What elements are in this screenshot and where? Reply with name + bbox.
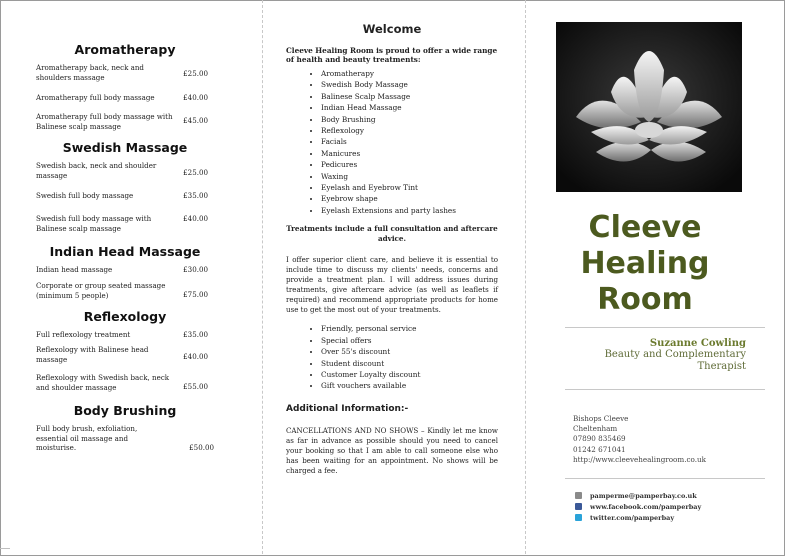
- price-list-panel: [36, 38, 214, 458]
- price-row: [36, 93, 214, 112]
- address-line: Bishops Cleeve: [573, 414, 629, 423]
- benefits-list: [286, 323, 498, 391]
- price-row: [36, 281, 214, 305]
- price-row: [36, 112, 214, 136]
- list-item: • Friendly, personal service: [321, 323, 498, 334]
- divider: [565, 327, 765, 328]
- list-item: • Body Brushing: [321, 114, 498, 125]
- treatment-name: Full reflexology treatment: [36, 330, 131, 339]
- list-item: • Over 55's discount: [321, 346, 498, 357]
- address-line: Cheltenham: [573, 424, 618, 434]
- welcome-heading: Welcome: [362, 22, 422, 36]
- fold-line-right: [525, 0, 526, 554]
- treatment-name: Swedish full body massage: [36, 191, 134, 200]
- facebook-icon: [575, 503, 582, 510]
- email-address[interactable]: pamperme@pamperbay.co.uk: [590, 491, 697, 500]
- treatment-price: £25.00: [183, 69, 208, 78]
- list-item: • Swedish Body Massage: [321, 79, 498, 90]
- treatment-name: Swedish back, neck and shoulder massage: [36, 161, 157, 180]
- list-item: • Eyelash and Eyebrow Tint: [321, 182, 498, 193]
- treatment-name: Aromatherapy back, neck and shoulders massage: [36, 63, 144, 82]
- price-row: [36, 191, 214, 214]
- fold-line-left: [262, 0, 263, 554]
- list-item: • Indian Head Massage: [321, 102, 498, 113]
- twitter-contact[interactable]: [575, 512, 701, 523]
- treatment-list: [286, 68, 498, 216]
- brand-title-line: Healing: [580, 246, 710, 281]
- treatment-name: Corporate or group seated massage (minimum 5 people): [36, 281, 166, 300]
- list-item: • Facials: [321, 136, 498, 147]
- treatment-name: Swedish full body massage with Balinese scalp massage: [36, 214, 152, 233]
- treatment-name: Indian head massage: [36, 265, 113, 274]
- intro-text: Cleeve Healing Room is proud to offer a wide range of health and beauty treatments:: [286, 46, 498, 64]
- facebook-link[interactable]: www.facebook.com/pamperbay: [590, 502, 702, 511]
- client-care-paragraph: I offer superior client care, and believe it is essential to include time to discuss my clients' needs, concerns and provide a treatment plan. I will address issues during treatments, give aftercare advice (as well as leaflets if required) and recommend appropriate products for home use to get the most out of your treatments.: [286, 255, 498, 315]
- price-row: [36, 214, 214, 240]
- treatment-name: Full body brush, exfoliation, essential oil massage and moisturise.: [36, 424, 138, 452]
- treatment-price: £40.00: [183, 352, 208, 361]
- treatments-note: Treatments include a full consultation and aftercare advice.: [286, 224, 498, 243]
- cancellation-policy: CANCELLATIONS AND NO SHOWS – Kindly let me know as far in advance as possible should you need to cancel your booking so that I am able to call someone else who has been waiting for an appointment. No shows will be charged a fee.: [286, 425, 498, 475]
- treatment-price: £35.00: [183, 191, 208, 200]
- phone-number: 01242 671041: [573, 444, 626, 454]
- section-heading-body-brushing: Body Brushing: [73, 403, 177, 418]
- divider: [565, 389, 765, 390]
- brand-title: [560, 210, 730, 318]
- price-row: [36, 63, 214, 93]
- treatment-price: £40.00: [183, 214, 208, 223]
- price-row: [36, 345, 214, 373]
- treatment-name: Reflexology with Swedish back, neck and shoulder massage: [36, 373, 170, 392]
- twitter-link[interactable]: twitter.com/pamperbay: [590, 513, 675, 522]
- welcome-panel: [286, 22, 498, 482]
- brand-title-line: Cleeve: [588, 210, 702, 245]
- price-row: [36, 330, 214, 345]
- owner-block: [570, 338, 746, 373]
- email-icon: [575, 492, 582, 499]
- treatment-price: £30.00: [183, 265, 208, 274]
- price-row: [36, 373, 214, 399]
- treatment-name: Aromatherapy full body massage with Balinese scalp massage: [36, 112, 173, 131]
- treatment-price: £35.00: [183, 330, 208, 339]
- treatment-price: £55.00: [183, 382, 208, 391]
- list-item: • Aromatherapy: [321, 68, 498, 79]
- list-item: • Gift vouchers available: [321, 380, 498, 391]
- list-item: • Special offers: [321, 335, 498, 346]
- divider: [565, 478, 765, 479]
- list-item: • Manicures: [321, 148, 498, 159]
- price-row: [36, 161, 214, 191]
- social-contacts: [575, 490, 701, 523]
- list-item: • Balinese Scalp Massage: [321, 91, 498, 102]
- list-item: • Waxing: [321, 171, 498, 182]
- owner-role: Beauty and Complementary Therapist: [604, 349, 746, 372]
- section-heading-reflexology: Reflexology: [83, 309, 167, 324]
- section-heading-indian-head-massage: Indian Head Massage: [49, 244, 201, 259]
- section-heading-swedish-massage: Swedish Massage: [62, 140, 188, 155]
- facebook-contact[interactable]: [575, 501, 701, 512]
- treatment-price: £75.00: [183, 290, 208, 299]
- treatment-price: £50.00: [189, 443, 214, 452]
- list-item: • Eyelash Extensions and party lashes: [321, 205, 498, 216]
- brand-title-line: Room: [597, 282, 693, 317]
- treatment-price: £45.00: [183, 116, 208, 125]
- list-item: • Reflexology: [321, 125, 498, 136]
- treatment-price: £25.00: [183, 168, 208, 177]
- email-contact[interactable]: [575, 490, 701, 501]
- price-row: [36, 265, 214, 281]
- lotus-illustration: [556, 22, 742, 192]
- twitter-icon: [575, 514, 582, 521]
- price-row: [36, 424, 214, 458]
- list-item: • Customer Loyalty discount: [321, 369, 498, 380]
- crop-mark: [0, 548, 10, 549]
- list-item: • Pedicures: [321, 159, 498, 170]
- treatment-name: Aromatherapy full body massage: [36, 93, 155, 102]
- section-heading-aromatherapy: Aromatherapy: [74, 42, 176, 57]
- owner-name: Suzanne Cowling: [649, 338, 746, 349]
- phone-number: 07890 835469: [573, 434, 626, 444]
- list-item: • Eyebrow shape: [321, 193, 498, 204]
- treatment-name: Reflexology with Balinese head massage: [36, 345, 149, 364]
- website-link[interactable]: http://www.cleevehealingroom.co.uk: [573, 454, 706, 464]
- additional-info-heading: Additional Information:-: [286, 403, 409, 414]
- treatment-price: £40.00: [183, 93, 208, 102]
- address-block: [573, 414, 706, 465]
- list-item: • Student discount: [321, 358, 498, 369]
- lotus-flower-photo: [556, 22, 742, 192]
